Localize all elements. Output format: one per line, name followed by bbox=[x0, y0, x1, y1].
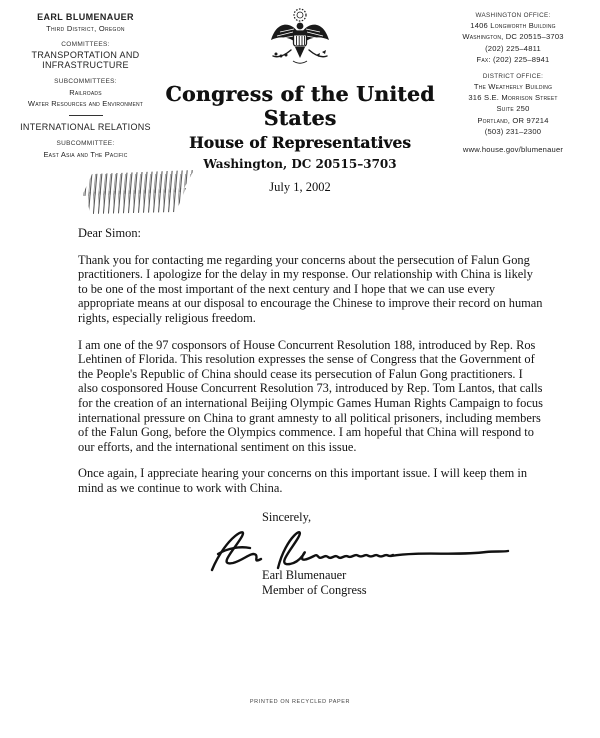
letter-date: July 1, 2002 bbox=[269, 180, 331, 194]
signer-title: Member of Congress bbox=[262, 582, 367, 597]
redacted-address-scribble bbox=[78, 170, 208, 216]
salutation: Dear Simon: bbox=[78, 226, 141, 240]
district-office-line: Suite 250 bbox=[496, 104, 530, 114]
subcommittee-water-resources: Water Resources and Environment bbox=[27, 99, 144, 108]
committee-international-relations: INTERNATIONAL RELATIONS bbox=[20, 122, 151, 132]
committee-transportation-infrastructure: TRANSPORTATION AND INFRASTRUCTURE bbox=[31, 50, 140, 70]
washington-office-phone: (202) 225–4811 bbox=[485, 43, 541, 53]
letter-body bbox=[78, 168, 543, 597]
body-paragraph-2: I am one of the 97 cosponsors of House Concurrent Resolution 188, introduced by Rep. Ros Lehtinen of Florida. This resolution expresses the sense of Congress that the Government of the People's Republic of China should cease its persecution of Falun Gong practitioners. I also cosponsored House Concurrent Resolution 73, introduced by Rep. Tom Lantos, that calls for the creation of an international Beijing Olympic Games Human Rights Campaign to focus international pressure on China to grant amnesty to all political prisoners, including members of the Falun Gong, before the Olympics commence. I am hopeful that China will respond to our efforts, and the international sentiment on this issue. bbox=[78, 337, 543, 454]
district-office-label: DISTRICT OFFICE: bbox=[482, 72, 544, 80]
letterhead-right-block bbox=[432, 12, 594, 154]
body-paragraph-3: Once again, I appreciate hearing your concerns on this important issue. I will keep them in mind as we continue to work with China. bbox=[78, 466, 528, 495]
recycled-paper-note: PRINTED ON RECYCLED PAPER bbox=[249, 699, 351, 705]
district-office-line: Portland, OR 97214 bbox=[477, 115, 549, 125]
letter-subtitle: House of Representatives bbox=[189, 133, 411, 152]
district-office-line: 316 S.E. Morrison Street bbox=[468, 93, 558, 103]
signature-image bbox=[206, 524, 543, 574]
washington-office-label: WASHINGTON OFFICE: bbox=[475, 12, 551, 19]
subcommittee-label: SUBCOMMITTEE: bbox=[56, 140, 115, 147]
subcommittee-railroads: Railroads bbox=[69, 87, 102, 97]
subcommittee-east-asia-pacific: East Asia and The Pacific bbox=[43, 149, 128, 159]
district-office-line: The Weatherly Building bbox=[473, 81, 553, 91]
committees-label: COMMITTEES: bbox=[61, 41, 110, 48]
washington-office-line: 1406 Longworth Building bbox=[470, 21, 556, 31]
letter-capitol-address: Washington, DC 20515–3703 bbox=[203, 157, 397, 171]
website-url: www.house.gov/blumenauer bbox=[462, 144, 564, 154]
letterhead-divider bbox=[69, 115, 103, 116]
washington-office-line: Washington, DC 20515–3703 bbox=[462, 32, 564, 42]
member-name: EARL BLUMENAUER bbox=[37, 12, 134, 22]
member-district: Third District, Oregon bbox=[46, 24, 125, 33]
washington-office-fax: Fax: (202) 225–8941 bbox=[476, 54, 550, 64]
subcommittees-label: SUBCOMMITTEES: bbox=[54, 78, 117, 85]
signer-name: Earl Blumenauer bbox=[262, 568, 347, 583]
great-seal-icon bbox=[267, 6, 333, 78]
body-paragraph-1: Thank you for contacting me regarding your concerns about the persecution of Falun Gong practitioners. I apologize for the delay in my response. Our relationship with China is likely to be one of the most important of the next century and I hope that we can use every appropriate means at our disposal to encourage the Chinese to improve their record on human rights, especially religious freedom. bbox=[78, 252, 543, 325]
closing: Sincerely, bbox=[262, 509, 312, 524]
letterhead-left-block bbox=[8, 12, 163, 159]
letter-title: Congress of the United States bbox=[165, 82, 435, 130]
letterhead-center-block bbox=[150, 6, 450, 195]
district-office-phone: (503) 231–2300 bbox=[484, 126, 542, 136]
